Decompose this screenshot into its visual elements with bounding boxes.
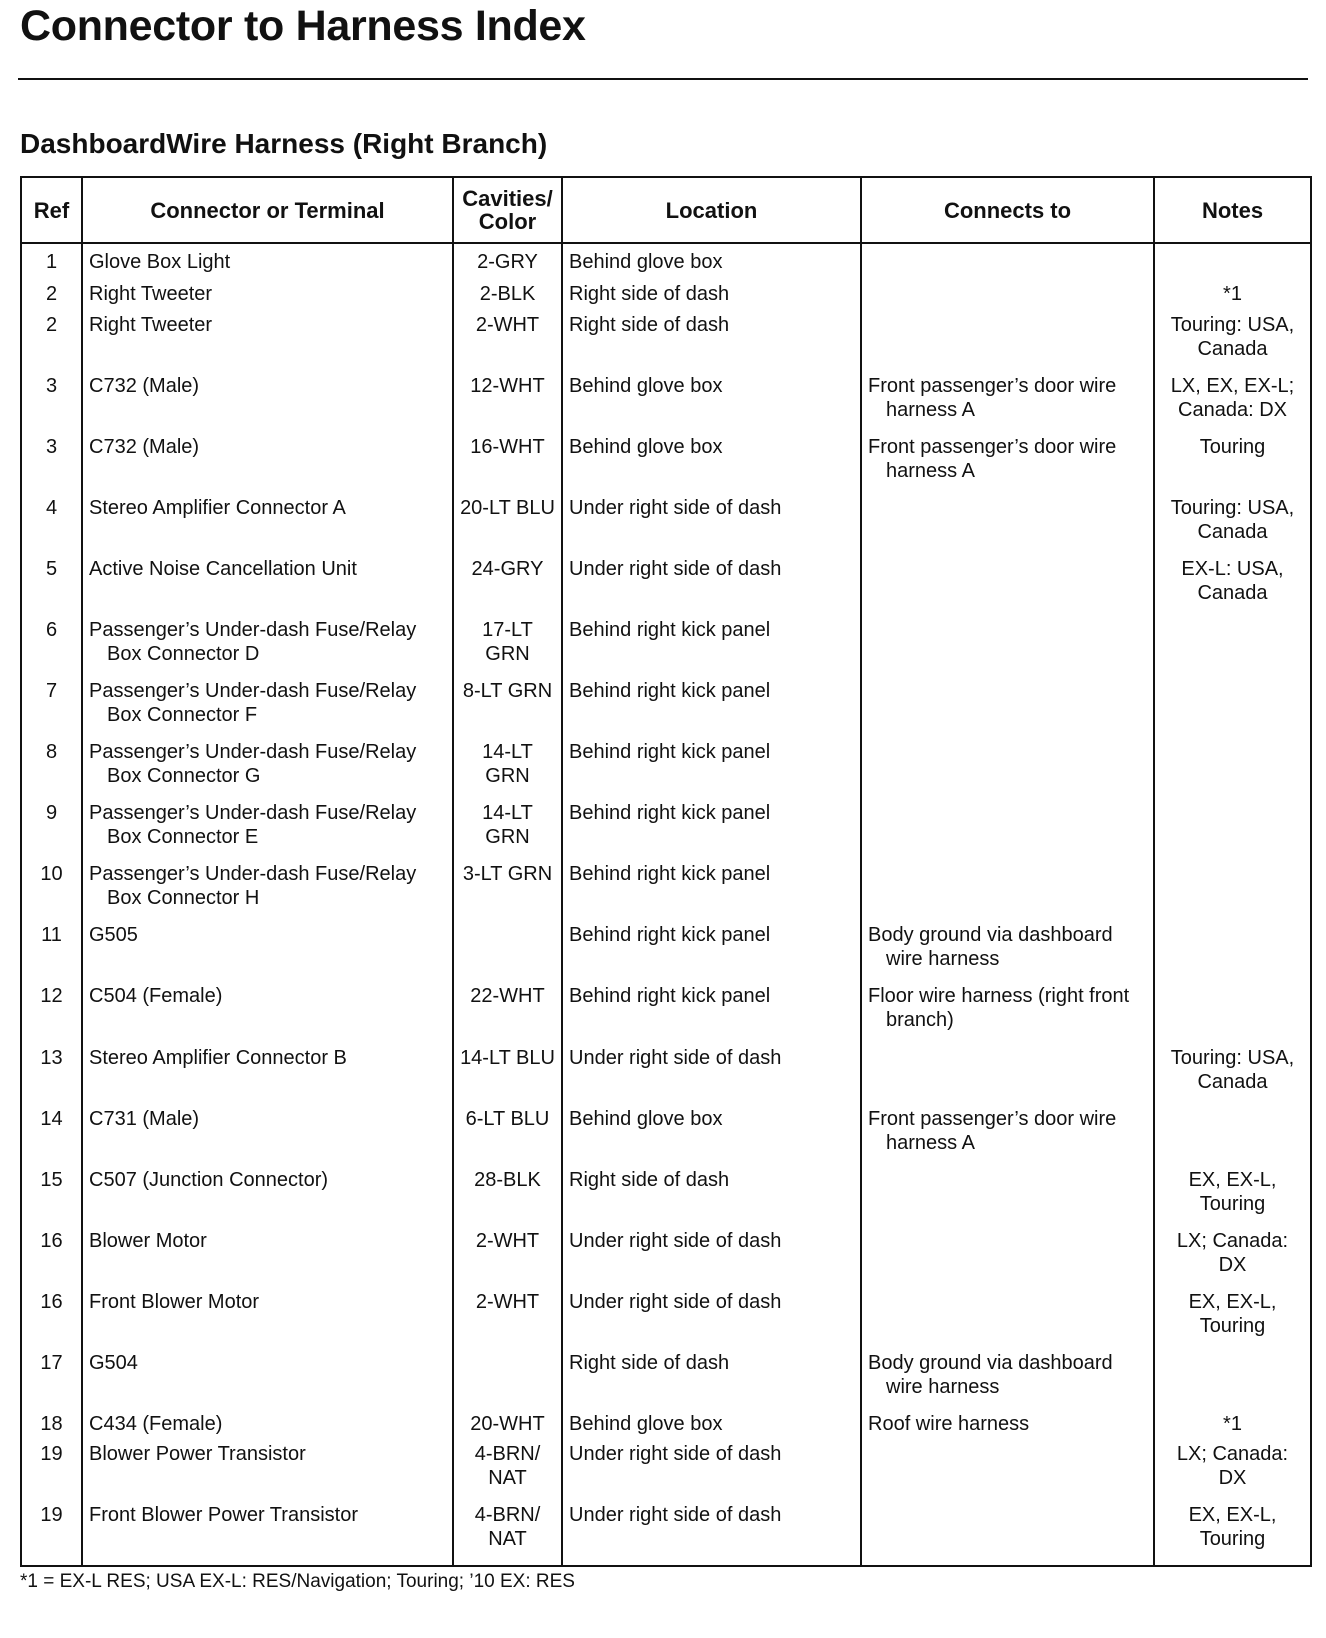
footnote: *1 = EX-L RES; USA EX-L: RES/Navigation; Touring; ’10 EX: RES: [20, 1571, 575, 1592]
connects-to-cell-text: Front passenger’s door wire harness A: [868, 436, 1117, 483]
connector-cell-text: Passenger’s Under-dash Fuse/Relay Box Connector F: [89, 680, 417, 727]
connector-cell: [82, 1351, 453, 1412]
cavities-color-cell-text: 24-GRY: [471, 558, 544, 581]
connector-cell: [82, 618, 453, 679]
location-cell-text: Behind glove box: [569, 374, 723, 397]
location-cell-text: Behind glove box: [569, 1107, 723, 1130]
connector-cell: [82, 1046, 453, 1107]
location-cell: [562, 282, 861, 313]
ref-cell: [21, 496, 82, 557]
ref-cell-text: 6: [45, 619, 58, 642]
cavities-color-cell-text: 20-WHT: [470, 1412, 545, 1435]
ref-cell: [21, 313, 82, 374]
notes-cell: [1154, 1442, 1311, 1503]
connector-cell-text: Blower Motor: [89, 1229, 207, 1252]
cavities-color-cell: [453, 313, 562, 374]
ref-cell: [21, 1229, 82, 1290]
connector-cell: [82, 862, 453, 923]
table-row: [21, 282, 1311, 313]
notes-cell: [1154, 618, 1311, 679]
cavities-color-cell: [453, 1503, 562, 1566]
notes-cell: [1154, 313, 1311, 374]
cavities-color-cell-text: 4-BRN/ NAT: [474, 1443, 541, 1490]
section-title: DashboardWire Harness (Right Branch): [20, 128, 548, 159]
notes-cell-text: *1: [1223, 283, 1242, 306]
notes-cell: [1154, 1107, 1311, 1168]
page-title: Connector to Harness Index: [20, 2, 586, 50]
location-cell: [562, 1107, 861, 1168]
connects-to-cell: [861, 1442, 1154, 1503]
connects-to-cell: [861, 1107, 1154, 1168]
location-cell-text: Behind right kick panel: [569, 741, 771, 764]
connector-cell-text: Glove Box Light: [89, 251, 231, 273]
ref-cell-text: 14: [40, 1107, 63, 1130]
cavities-color-cell-text: 4-BRN/ NAT: [474, 1504, 541, 1551]
location-cell-text: Behind glove box: [569, 1412, 723, 1435]
notes-cell: [1154, 923, 1311, 984]
column-header-notes: Notes: [1154, 177, 1311, 243]
column-header-location: Location: [562, 177, 861, 243]
cavities-color-cell: [453, 1351, 562, 1412]
connector-cell: [82, 374, 453, 435]
notes-cell: [1154, 435, 1311, 496]
connects-to-cell: [861, 618, 1154, 679]
notes-cell: [1154, 374, 1311, 435]
location-cell-text: Under right side of dash: [569, 497, 782, 520]
connector-cell-text: C507 (Junction Connector): [89, 1168, 329, 1191]
ref-cell-text: 16: [40, 1229, 63, 1252]
ref-cell-text: 2: [45, 313, 58, 336]
connector-cell-text: Right Tweeter: [89, 283, 213, 306]
cavities-color-cell-text: 2-WHT: [475, 313, 540, 336]
connects-to-cell: [861, 1229, 1154, 1290]
table-row: [21, 496, 1311, 557]
notes-cell-text: EX, EX-L, Touring: [1188, 1168, 1277, 1215]
connects-to-cell: [861, 679, 1154, 740]
connects-to-cell: [861, 557, 1154, 618]
connects-to-cell: [861, 801, 1154, 862]
connects-to-cell: [861, 374, 1154, 435]
ref-cell-text: 12: [40, 985, 63, 1008]
table-row: [21, 435, 1311, 496]
ref-cell-text: 10: [40, 863, 63, 886]
ref-cell: [21, 1412, 82, 1443]
location-cell-text: Under right side of dash: [569, 1504, 782, 1527]
table-row: [21, 374, 1311, 435]
connects-to-cell: [861, 984, 1154, 1045]
connects-to-cell: [861, 1168, 1154, 1229]
ref-cell: [21, 282, 82, 313]
location-cell-text: Under right side of dash: [569, 558, 782, 581]
cavities-color-cell: [453, 557, 562, 618]
location-cell-text: Behind right kick panel: [569, 619, 771, 642]
cavities-color-cell: [453, 496, 562, 557]
ref-cell-text: 15: [40, 1168, 63, 1191]
table-row: [21, 313, 1311, 374]
table-row: [21, 801, 1311, 862]
notes-cell: [1154, 984, 1311, 1045]
notes-cell-text: Touring: USA, Canada: [1170, 497, 1295, 544]
location-cell: [562, 243, 861, 282]
cavities-color-cell-text: 14-LT GRN: [482, 741, 533, 788]
notes-cell: [1154, 1168, 1311, 1229]
connector-cell: [82, 1412, 453, 1443]
connector-cell-text: G504: [89, 1351, 138, 1374]
location-cell: [562, 496, 861, 557]
connector-cell-text: Stereo Amplifier Connector B: [89, 1046, 347, 1069]
ref-cell-text: 11: [41, 924, 62, 947]
connects-to-cell-text: Body ground via dashboard wire harness: [868, 924, 1113, 971]
location-cell-text: Right side of dash: [569, 313, 730, 336]
location-cell: [562, 984, 861, 1045]
notes-cell: [1154, 801, 1311, 862]
location-cell: [562, 435, 861, 496]
cavities-color-cell: [453, 1412, 562, 1443]
table-row: [21, 1290, 1311, 1351]
connector-cell-text: C732 (Male): [89, 374, 200, 397]
location-cell-text: Under right side of dash: [569, 1229, 782, 1252]
cavities-color-cell-text: 17-LT GRN: [482, 619, 533, 666]
cavities-color-cell-text: 12-WHT: [470, 374, 545, 397]
cavities-color-cell: [453, 1442, 562, 1503]
cavities-color-cell: [453, 435, 562, 496]
location-cell-text: Right side of dash: [569, 1351, 730, 1374]
table-row: [21, 1412, 1311, 1443]
table-row: [21, 1046, 1311, 1107]
connects-to-cell: [861, 1046, 1154, 1107]
table-body: [21, 243, 1311, 1566]
cavities-color-cell: [453, 1290, 562, 1351]
location-cell: [562, 313, 861, 374]
cavities-color-cell: [453, 984, 562, 1045]
notes-cell: [1154, 679, 1311, 740]
cavities-color-cell-text: 2-WHT: [475, 1290, 540, 1313]
connects-to-cell-text: Roof wire harness: [868, 1412, 1030, 1435]
connector-cell-text: C731 (Male): [89, 1107, 200, 1130]
cavities-color-cell: [453, 282, 562, 313]
ref-cell-text: 2: [45, 283, 58, 306]
cavities-color-cell: [453, 862, 562, 923]
cavities-color-cell: [453, 923, 562, 984]
table-header-row: [21, 177, 1311, 243]
notes-cell-text: LX; Canada: DX: [1176, 1443, 1289, 1490]
cavities-color-cell-text: 20-LT BLU: [460, 497, 555, 520]
connects-to-cell: [861, 496, 1154, 557]
ref-cell-text: 16: [40, 1290, 63, 1313]
connects-to-cell: [861, 243, 1154, 282]
cavities-color-cell-text: 2-WHT: [475, 1229, 540, 1252]
location-cell: [562, 1229, 861, 1290]
connector-cell-text: Passenger’s Under-dash Fuse/Relay Box Connector E: [89, 802, 417, 849]
connector-cell: [82, 740, 453, 801]
connector-cell: [82, 1503, 453, 1566]
ref-cell: [21, 801, 82, 862]
table-row: [21, 1503, 1311, 1566]
connector-cell-text: Passenger’s Under-dash Fuse/Relay Box Connector D: [89, 619, 417, 666]
location-cell-text: Under right side of dash: [569, 1443, 782, 1466]
connector-cell-text: Blower Power Transistor: [89, 1443, 306, 1466]
connects-to-cell-text: Front passenger’s door wire harness A: [868, 374, 1117, 421]
location-cell: [562, 923, 861, 984]
connects-to-cell: [861, 435, 1154, 496]
connector-cell: [82, 496, 453, 557]
cavities-color-cell: [453, 1046, 562, 1107]
notes-cell: [1154, 243, 1311, 282]
ref-cell: [21, 374, 82, 435]
connector-cell: [82, 282, 453, 313]
ref-cell: [21, 740, 82, 801]
ref-cell-text: 9: [45, 802, 58, 825]
location-cell: [562, 801, 861, 862]
column-header-cavities: Cavities/ Color: [453, 177, 562, 243]
ref-cell: [21, 1168, 82, 1229]
ref-cell-text: 19: [40, 1504, 63, 1527]
cavities-color-cell-text: 22-WHT: [470, 985, 545, 1008]
cavities-color-cell: [453, 1229, 562, 1290]
table-row: [21, 557, 1311, 618]
ref-cell: [21, 1442, 82, 1503]
table-row: [21, 740, 1311, 801]
connects-to-cell: [861, 282, 1154, 313]
column-header-ref: Ref: [21, 177, 82, 243]
cavities-color-cell-text: 28-BLK: [474, 1168, 541, 1191]
cavities-color-cell-text: 2-GRY: [477, 251, 538, 273]
ref-cell-text: 8: [45, 741, 58, 764]
location-cell-text: Behind glove box: [569, 251, 723, 273]
connects-to-cell: [861, 313, 1154, 374]
table-row: [21, 1107, 1311, 1168]
cavities-color-cell-text: 14-LT GRN: [482, 802, 533, 849]
connector-cell-text: Active Noise Cancellation Unit: [89, 558, 357, 581]
location-cell: [562, 1442, 861, 1503]
cavities-color-cell: [453, 374, 562, 435]
ref-cell: [21, 1503, 82, 1566]
location-cell: [562, 374, 861, 435]
ref-cell-text: 3: [45, 374, 58, 397]
location-cell: [562, 1412, 861, 1443]
connector-cell-text: Stereo Amplifier Connector A: [89, 497, 346, 520]
ref-cell-text: 4: [45, 497, 58, 520]
location-cell: [562, 618, 861, 679]
notes-cell: [1154, 1046, 1311, 1107]
connects-to-cell: [861, 923, 1154, 984]
ref-cell-text: 5: [45, 558, 58, 581]
notes-cell-text: *1: [1223, 1412, 1242, 1435]
location-cell-text: Behind right kick panel: [569, 985, 771, 1008]
location-cell-text: Under right side of dash: [569, 1046, 782, 1069]
notes-cell: [1154, 1503, 1311, 1566]
cavities-color-cell: [453, 740, 562, 801]
location-cell: [562, 740, 861, 801]
connector-cell-text: Right Tweeter: [89, 313, 213, 336]
connector-cell-text: Passenger’s Under-dash Fuse/Relay Box Connector G: [89, 741, 417, 788]
location-cell-text: Behind right kick panel: [569, 924, 771, 947]
connector-index-table: [20, 176, 1312, 1567]
notes-cell-text: Touring: [1199, 436, 1266, 459]
table-row: [21, 1442, 1311, 1503]
connector-cell: [82, 243, 453, 282]
connector-cell: [82, 679, 453, 740]
cavities-color-cell: [453, 801, 562, 862]
table-row: [21, 923, 1311, 984]
connector-cell-text: C504 (Female): [89, 985, 223, 1008]
cavities-color-cell-text: 14-LT BLU: [460, 1046, 555, 1069]
connector-cell: [82, 1168, 453, 1229]
connects-to-cell: [861, 1503, 1154, 1566]
notes-cell: [1154, 496, 1311, 557]
connector-cell: [82, 984, 453, 1045]
table-row: [21, 618, 1311, 679]
ref-cell: [21, 923, 82, 984]
cavities-color-cell-text: 8-LT GRN: [462, 680, 553, 703]
notes-cell-text: LX, EX, EX-L; Canada: DX: [1170, 374, 1295, 421]
location-cell: [562, 1290, 861, 1351]
table-row: [21, 679, 1311, 740]
location-cell: [562, 557, 861, 618]
ref-cell: [21, 1290, 82, 1351]
connects-to-cell: [861, 1412, 1154, 1443]
notes-cell-text: Touring: USA, Canada: [1170, 1046, 1295, 1093]
connects-to-cell: [861, 862, 1154, 923]
table-row: [21, 862, 1311, 923]
location-cell-text: Under right side of dash: [569, 1290, 782, 1313]
ref-cell-text: 19: [40, 1443, 63, 1466]
ref-cell: [21, 618, 82, 679]
column-header-connector: Connector or Terminal: [82, 177, 453, 243]
connector-cell-text: G505: [89, 924, 138, 947]
notes-cell-text: Touring: USA, Canada: [1170, 313, 1295, 360]
connects-to-cell: [861, 740, 1154, 801]
notes-cell-text: EX-L: USA, Canada: [1181, 558, 1284, 605]
notes-cell: [1154, 557, 1311, 618]
location-cell: [562, 1503, 861, 1566]
location-cell-text: Behind glove box: [569, 436, 723, 459]
ref-cell: [21, 679, 82, 740]
cavities-color-cell: [453, 1168, 562, 1229]
ref-cell: [21, 243, 82, 282]
ref-cell-text: 18: [40, 1412, 63, 1435]
table-row: [21, 1351, 1311, 1412]
location-cell-text: Right side of dash: [569, 1168, 730, 1191]
cavities-color-cell: [453, 243, 562, 282]
connector-cell: [82, 435, 453, 496]
location-cell-text: Behind right kick panel: [569, 802, 771, 825]
cavities-color-cell-text: 6-LT BLU: [465, 1107, 550, 1130]
connector-cell: [82, 1290, 453, 1351]
cavities-color-cell-text: 3-LT GRN: [462, 863, 553, 886]
ref-cell: [21, 435, 82, 496]
cavities-color-cell-text: 16-WHT: [470, 436, 545, 459]
connects-to-cell: [861, 1351, 1154, 1412]
connector-cell: [82, 1442, 453, 1503]
location-cell-text: Behind right kick panel: [569, 680, 771, 703]
location-cell: [562, 1351, 861, 1412]
ref-cell-text: 17: [40, 1351, 63, 1374]
connector-cell: [82, 1107, 453, 1168]
connects-to-cell-text: Floor wire harness (right front branch): [868, 985, 1130, 1032]
table-row: [21, 243, 1311, 282]
cavities-color-cell: [453, 618, 562, 679]
ref-cell-text: 3: [45, 436, 58, 459]
notes-cell: [1154, 1290, 1311, 1351]
table-row: [21, 1229, 1311, 1290]
notes-cell-text: EX, EX-L, Touring: [1188, 1504, 1277, 1551]
connects-to-cell-text: Front passenger’s door wire harness A: [868, 1107, 1117, 1154]
ref-cell: [21, 1107, 82, 1168]
table-row: [21, 1168, 1311, 1229]
ref-cell: [21, 984, 82, 1045]
column-header-connects-to: Connects to: [861, 177, 1154, 243]
notes-cell: [1154, 862, 1311, 923]
ref-cell: [21, 1351, 82, 1412]
notes-cell: [1154, 1351, 1311, 1412]
ref-cell-text: 13: [40, 1046, 63, 1069]
title-divider: [18, 78, 1308, 80]
ref-cell-text: 1: [45, 251, 58, 273]
table-row: [21, 984, 1311, 1045]
connector-cell-text: Front Blower Power Transistor: [89, 1504, 358, 1527]
ref-cell-text: 7: [45, 680, 58, 703]
connects-to-cell: [861, 1290, 1154, 1351]
cavities-color-cell-text: 2-BLK: [479, 283, 536, 306]
notes-cell-text: LX; Canada: DX: [1176, 1229, 1289, 1276]
cavities-color-cell: [453, 1107, 562, 1168]
ref-cell: [21, 557, 82, 618]
location-cell: [562, 1046, 861, 1107]
location-cell-text: Behind right kick panel: [569, 863, 771, 886]
ref-cell: [21, 1046, 82, 1107]
notes-cell: [1154, 1412, 1311, 1443]
location-cell: [562, 862, 861, 923]
connector-cell: [82, 923, 453, 984]
connector-cell: [82, 801, 453, 862]
notes-cell-text: EX, EX-L, Touring: [1188, 1290, 1277, 1337]
cavities-color-cell: [453, 679, 562, 740]
location-cell-text: Right side of dash: [569, 283, 730, 306]
connects-to-cell-text: Body ground via dashboard wire harness: [868, 1351, 1113, 1398]
notes-cell: [1154, 740, 1311, 801]
ref-cell: [21, 862, 82, 923]
notes-cell: [1154, 282, 1311, 313]
connector-cell: [82, 557, 453, 618]
connector-cell-text: Front Blower Motor: [89, 1290, 260, 1313]
connector-cell-text: C434 (Female): [89, 1412, 223, 1435]
notes-cell: [1154, 1229, 1311, 1290]
connector-cell-text: Passenger’s Under-dash Fuse/Relay Box Connector H: [89, 863, 417, 910]
location-cell: [562, 1168, 861, 1229]
location-cell: [562, 679, 861, 740]
connector-cell: [82, 1229, 453, 1290]
connector-cell-text: C732 (Male): [89, 436, 200, 459]
connector-cell: [82, 313, 453, 374]
